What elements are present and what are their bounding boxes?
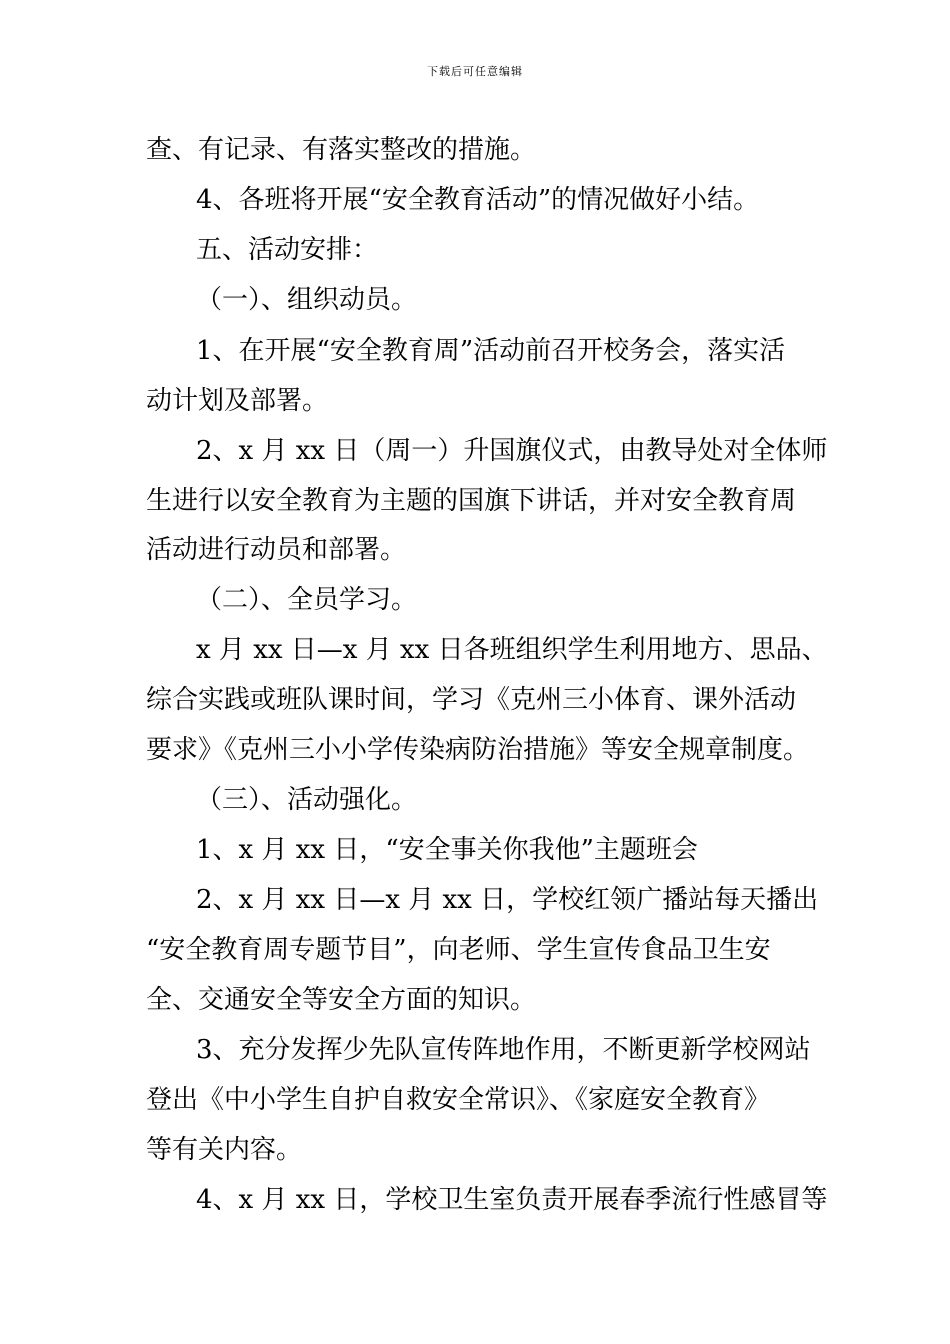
text-line: 查、有记录、有落实整改的措施。 [146, 135, 537, 165]
text-line: 综合实践或班队课时间，学习《克州三小体育、课外活动 [146, 685, 797, 715]
page-header-note: 下载后可任意编辑 [427, 65, 523, 78]
section-heading: 五、活动安排： [196, 235, 379, 265]
text-line: 要求》《克州三小小学传染病防治措施》等安全规章制度。 [146, 735, 810, 765]
text-line: “安全教育周专题节目”，向老师、学生宣传食品卫生安 [146, 935, 771, 965]
text-line: 活动进行动员和部署。 [146, 535, 407, 565]
subsection-heading: （一）、组织动员。 [196, 285, 418, 315]
text-line: 4、x 月 xx 日，学校卫生室负责开展春季流行性感冒等 [196, 1185, 828, 1215]
text-line: 动计划及部署。 [146, 386, 329, 416]
text-line: x 月 xx 日—x 月 xx 日各班组织学生利用地方、思品、 [196, 635, 828, 665]
text-line: 2、x 月 xx 日（周一）升国旗仪式，由教导处对全体师 [196, 436, 828, 466]
text-line: 生进行以安全教育为主题的国旗下讲话，并对安全教育周 [146, 486, 797, 516]
text-line: 1、x 月 xx 日，“安全事关你我他”主题班会 [196, 835, 698, 865]
text-line: 全、交通安全等安全方面的知识。 [146, 985, 537, 1015]
text-line: 3、充分发挥少先队宣传阵地作用，不断更新学校网站 [196, 1035, 811, 1065]
subsection-heading: （二）、全员学习。 [196, 585, 418, 615]
text-line: 登出《中小学生自护自救安全常识》、《家庭安全教育》 [146, 1085, 771, 1115]
text-line: 4、各班将开展“安全教育活动”的情况做好小结。 [196, 185, 760, 215]
text-line: 1、在开展“安全教育周”活动前召开校务会，落实活 [196, 336, 786, 366]
text-line: 等有关内容。 [146, 1135, 303, 1165]
text-line: 2、x 月 xx 日—x 月 xx 日，学校红领广播站每天播出 [196, 885, 819, 915]
subsection-heading: （三）、活动强化。 [196, 785, 418, 815]
